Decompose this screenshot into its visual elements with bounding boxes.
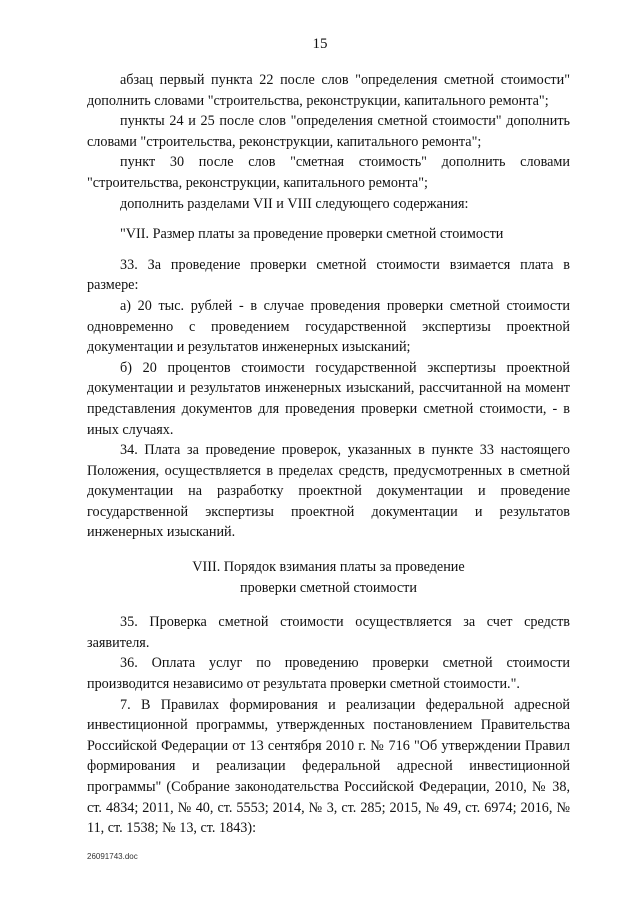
page-number: 15 xyxy=(312,36,328,52)
paragraph-36: 36. Оплата услуг по проведению проверки сметной стоимости производится независимо от результата проверки сметной стоимости.". xyxy=(87,655,570,693)
section-8-title-line-2: проверки сметной стоимости xyxy=(240,579,417,596)
paragraph-34: 34. Плата за проведение проверок, указанных в пункте 33 настоящего Положения, осуществляется в пределах средств, предусмотренных в сметной документации на разработку проектной документации и проведение государственной экспертизы проектной документации и результатов инженерных изысканий. xyxy=(87,442,570,541)
paragraph-33-a: а) 20 тыс. рублей - в случае проведения проверки сметной стоимости одновременно с проведением государственной экспертизы проектной документации и результатов инженерных изысканий; xyxy=(87,297,570,356)
document-code-footer: 26091743.doc xyxy=(87,852,138,861)
paragraph-add-sections: дополнить разделами VII и VIII следующего содержания: xyxy=(120,195,469,212)
paragraph-33: 33. За проведение проверки сметной стоимости взимается плата в размере: xyxy=(87,256,570,294)
paragraph-35: 35. Проверка сметной стоимости осуществляется за счет средств заявителя. xyxy=(87,614,570,651)
paragraph-amend-22: абзац первый пункта 22 после слов "определения сметной стоимости" дополнить словами "строительства, реконструкции, капитального ремонта"; xyxy=(87,72,570,109)
paragraph-amend-24-25: пункты 24 и 25 после слов "определения сметной стоимости" дополнить словами "строительства, реконструкции, капитального ремонта"; xyxy=(87,113,570,150)
paragraph-33-b: б) 20 процентов стоимости государственной экспертизы проектной документации и результатов инженерных изысканий, рассчитанной на момент представления документов для проведения проверки сметной стоимости, - в иных случаях. xyxy=(87,359,570,438)
paragraph-amend-30: пункт 30 после слов "сметная стоимость" дополнить словами "строительства, реконструкции, капитального ремонта"; xyxy=(87,154,570,191)
paragraph-7: 7. В Правилах формирования и реализации федеральной адресной инвестиционной программы, утвержденных постановлением Правительства Российской Федерации от 13 сентября 2010 г. № 716 "Об утверждении Правил формирования и реализации федеральной адресной инвестиционной программы" (Собрание законодательства Российской Федерации, 2010, № 38, ст. 4834; 2011, № 40, ст. 5553; 2014, № 3, ст. 285; 2015, № 49, ст. 6974; 2016, № 11, ст. 1538; № 13, ст. 1843): xyxy=(87,696,570,837)
document-body xyxy=(87,70,570,839)
section-7-title: "VII. Размер платы за проведение проверки сметной стоимости xyxy=(120,226,504,243)
section-8-title-line-1: VIII. Порядок взимания платы за проведение xyxy=(192,559,465,576)
